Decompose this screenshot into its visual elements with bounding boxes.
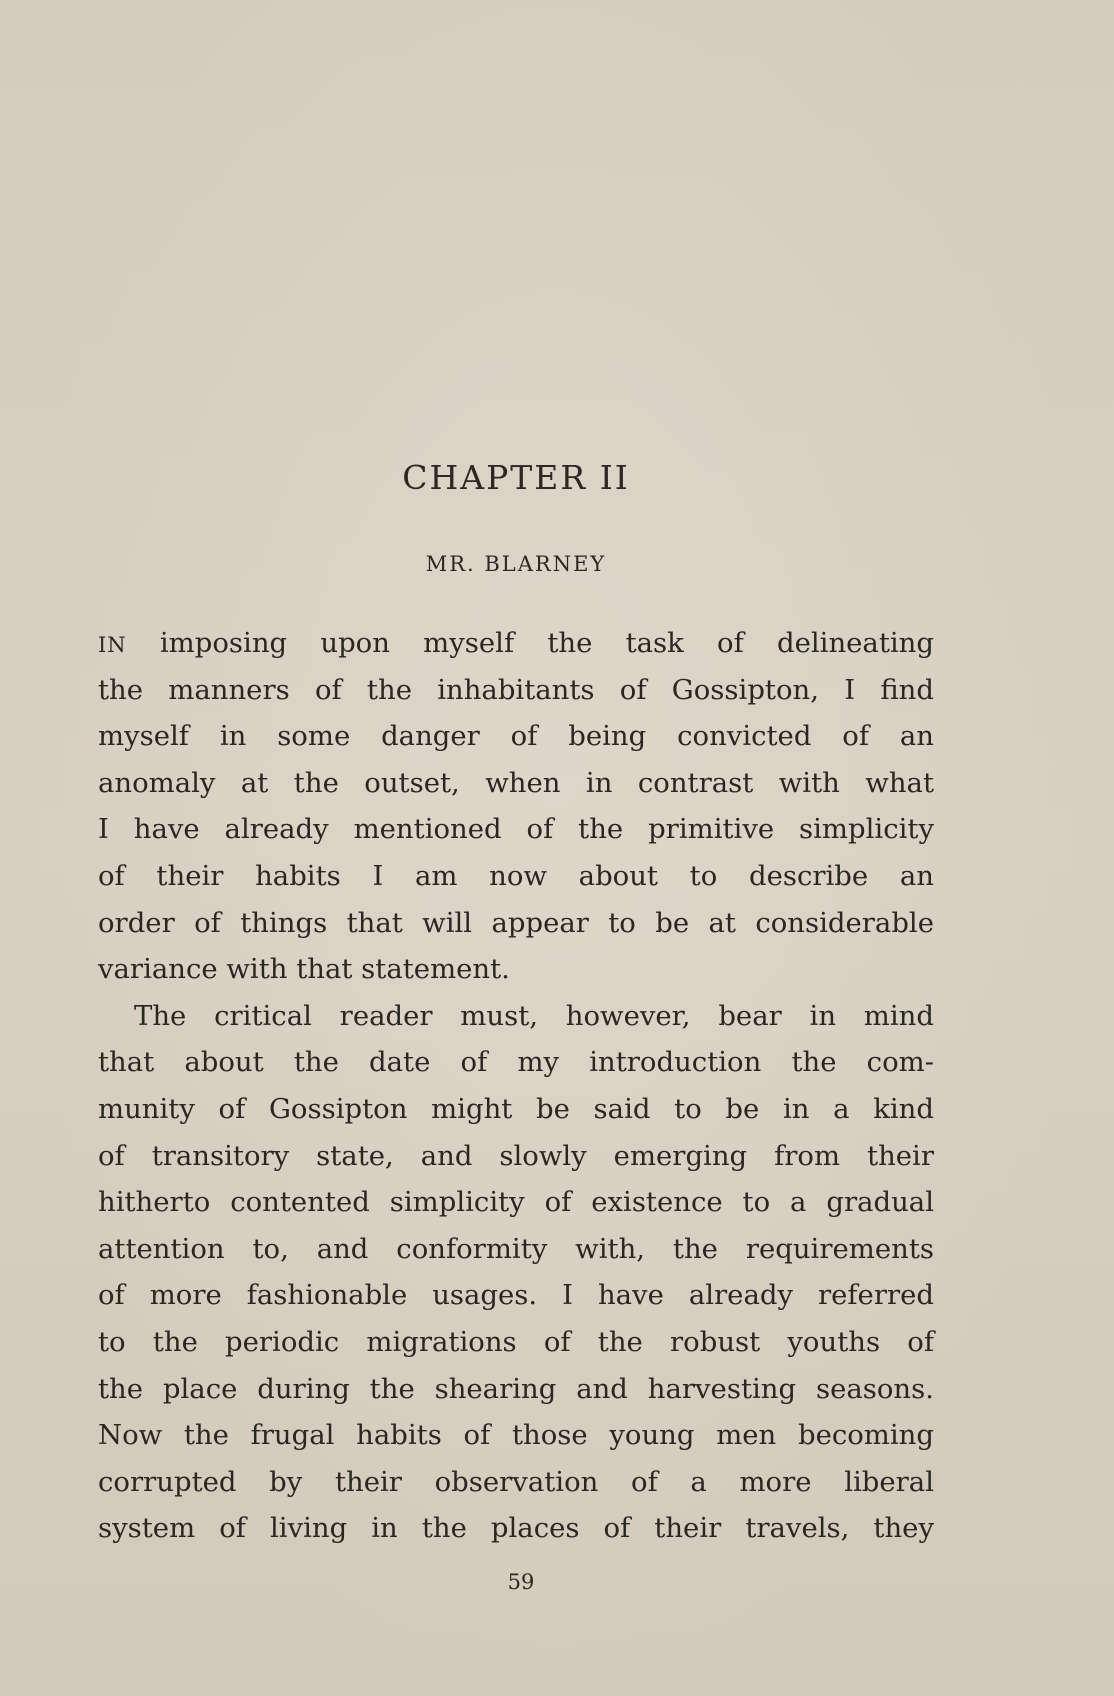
chapter-heading: CHAPTER II — [402, 458, 630, 497]
text-line: I have already mentioned of the primitive simplicity — [98, 813, 934, 846]
text-line: corrupted by their observation of a more liberal — [98, 1465, 934, 1498]
text-line-content: imposing upon myself the task of delineating — [159, 627, 934, 659]
text-line: of their habits I am now about to describe an — [98, 859, 934, 892]
text-line: Now the frugal habits of those young men becoming — [98, 1419, 934, 1452]
text-line: system of living in the places of their travels, they — [98, 1512, 934, 1545]
text-line: myself in some danger of being convicted of an — [98, 720, 934, 753]
text-line: order of things that will appear to be at considerable — [98, 906, 934, 939]
text-line — [98, 620, 934, 667]
text-line: to the periodic migrations of the robust youths of — [98, 1325, 934, 1358]
text-line: attention to, and conformity with, the requirements — [98, 1232, 934, 1265]
drop-cap: IN — [98, 633, 127, 657]
body-text — [98, 620, 934, 1552]
text-line: the manners of the inhabitants of Gossipton, I find — [98, 673, 934, 706]
text-line: anomaly at the outset, when in contrast with what — [98, 766, 934, 799]
text-line: hitherto contented simplicity of existence to a gradual — [98, 1186, 934, 1219]
text-line: of more fashionable usages. I have already referred — [98, 1279, 934, 1312]
text-line: of transitory state, and slowly emerging from their — [98, 1139, 934, 1172]
text-line: that about the date of my introduction the com- — [98, 1046, 934, 1079]
page-number: 59 — [507, 1570, 535, 1594]
chapter-title: MR. BLARNEY — [425, 552, 607, 576]
text-line: the place during the shearing and harvesting seasons. — [98, 1372, 934, 1405]
text-line: The critical reader must, however, bear in mind — [134, 999, 934, 1032]
text-line: munity of Gossipton might be said to be in a kind — [98, 1092, 934, 1125]
text-line: variance with that statement. — [98, 953, 510, 986]
